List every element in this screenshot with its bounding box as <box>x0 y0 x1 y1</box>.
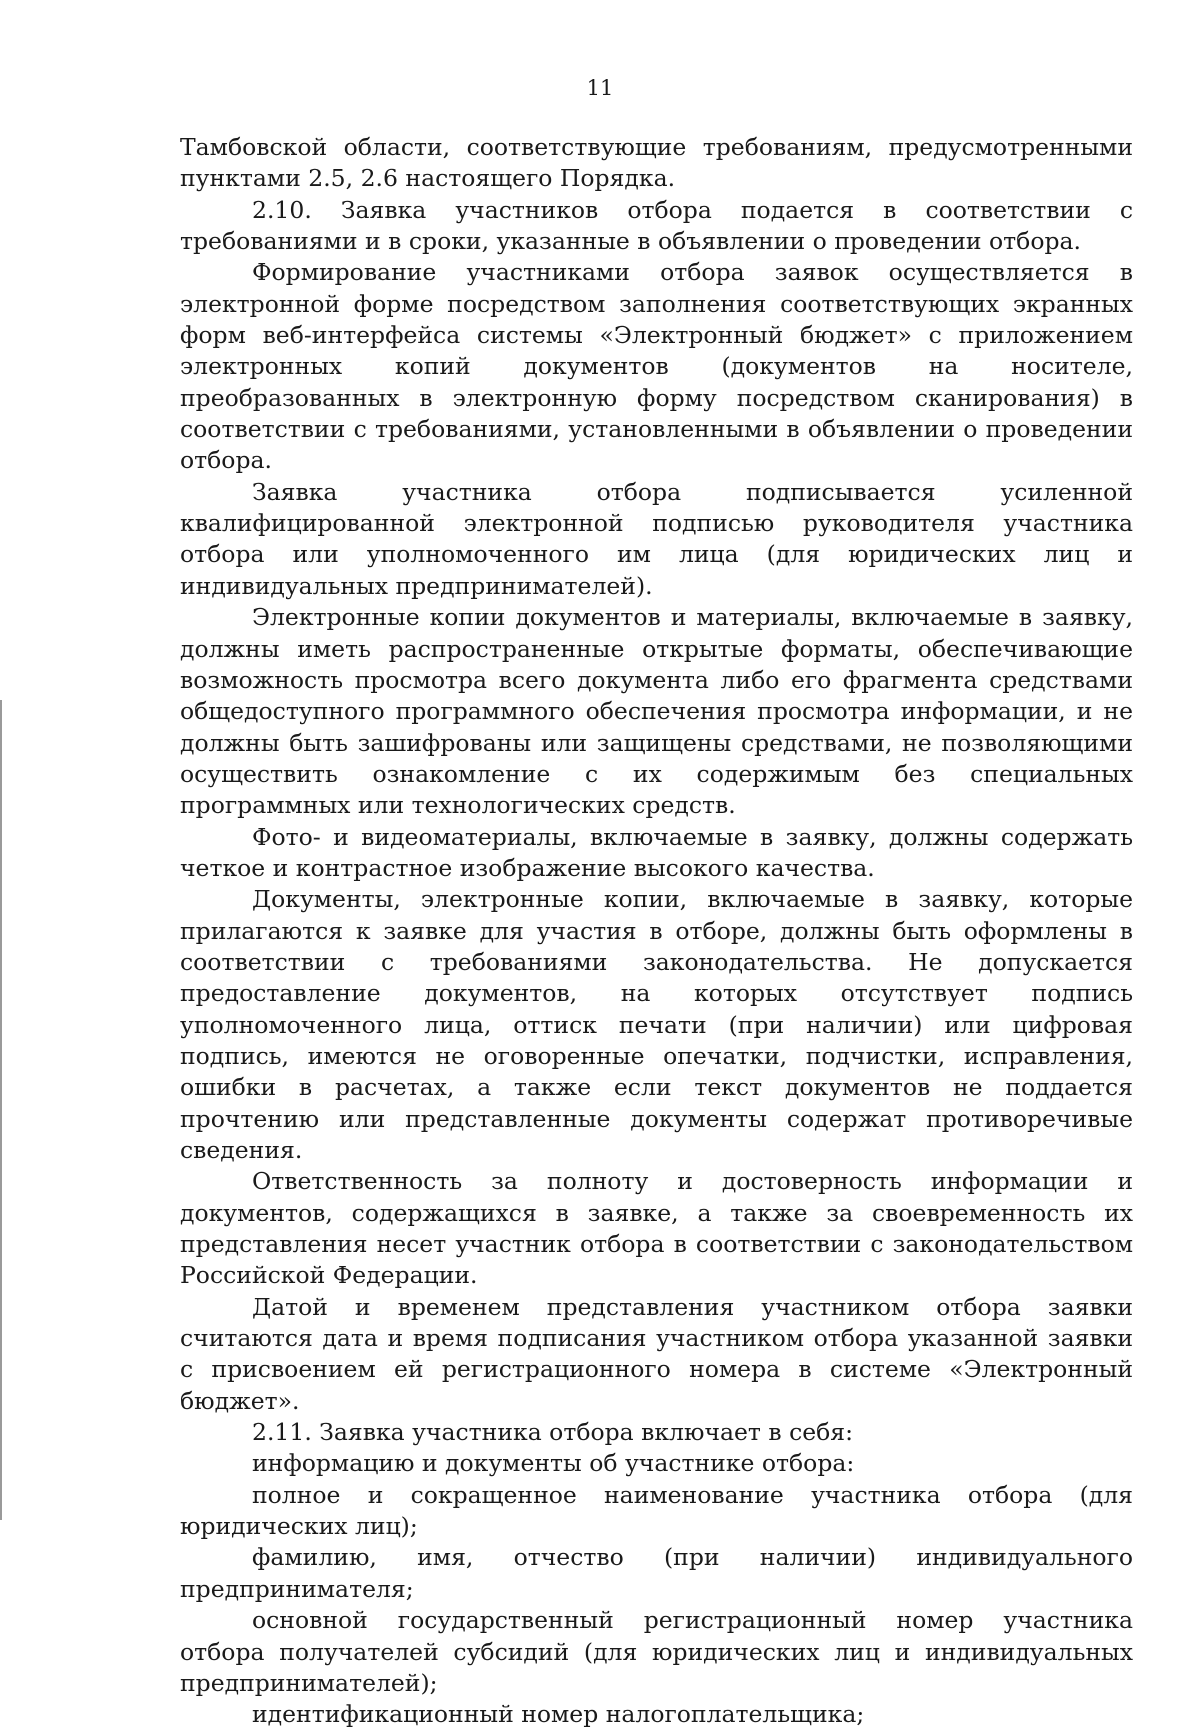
list-item: фамилию, имя, отчество (при наличии) индивидуального предпринимателя; <box>180 1543 1133 1603</box>
list-item: информацию и документы об участнике отбора: <box>252 1449 855 1478</box>
scan-edge-artifact <box>0 700 2 1520</box>
paragraph-2-10: 2.10. Заявка участников отбора подается в соответствии с требованиями и в сроки, указанные в объявлении о проведении отбора. <box>180 195 1133 256</box>
paragraph: Заявка участника отбора подписывается усиленной квалифицированной электронной подписью руководителя участника отбора или уполномоченного им лица (для юридических лиц и индивидуальных предпринимателей). <box>180 477 1133 600</box>
paragraph-continuation: Тамбовской области, соответствующие требованиям, предусмотренными пунктами 2.5, 2.6 настоящего Порядка. <box>180 133 1133 193</box>
list-item: основной государственный регистрационный номер участника отбора получателей субсидий (для юридических лиц и индивидуальных предпринимателей); <box>180 1606 1133 1697</box>
list-item: полное и сокращенное наименование участника отбора (для юридических лиц); <box>180 1480 1133 1541</box>
paragraph: Формирование участниками отбора заявок осуществляется в электронной форме посредством заполнения соответствующих экранных форм веб-интерфейса системы «Электронный бюджет» с приложением электронных копий документов (документов на носителе, преобразованных в электронную форму посредством сканирования) в соответствии с требованиями, установленными в объявлении о проведении отбора. <box>180 258 1133 475</box>
paragraph: Датой и временем представления участником отбора заявки считаются дата и время подписания участником отбора указанной заявки с присвоением ей регистрационного номера в системе «Электронный бюджет». <box>180 1292 1133 1415</box>
paragraph: Ответственность за полноту и достоверность информации и документов, содержащихся в заявке, а также за своевременность их представления несет участник отбора в соответствии с законодательством Российской Федерации. <box>180 1167 1133 1290</box>
page-number: 11 <box>586 76 614 100</box>
document-body <box>180 132 1133 1731</box>
paragraph: Документы, электронные копии, включаемые в заявку, которые прилагаются к заявке для участия в отборе, должны быть оформлены в соответствии с требованиями законодательства. Не допускается предоставление документов, на которых отсутствует подпись уполномоченного лица, оттиск печати (при наличии) или цифровая подпись, имеются не оговоренные опечатки, подчистки, исправления, ошибки в расчетах, а также если текст документов не поддается прочтению или представленные документы содержат противоречивые сведения. <box>180 885 1133 1164</box>
paragraph: Электронные копии документов и материалы, включаемые в заявку, должны иметь распространенные открытые форматы, обеспечивающие возможность просмотра всего документа либо его фрагмента средствами общедоступного программного обеспечения просмотра информации, и не должны быть зашифрованы или защищены средствами, не позволяющими осуществить ознакомление с их содержимым без специальных программных или технологических средств. <box>180 603 1133 820</box>
paragraph: Фото- и видеоматериалы, включаемые в заявку, должны содержать четкое и контрастное изображение высокого качества. <box>180 822 1133 882</box>
paragraph-2-11: 2.11. Заявка участника отбора включает в себя: <box>252 1418 854 1447</box>
list-item: идентификационный номер налогоплательщика; <box>252 1700 865 1729</box>
